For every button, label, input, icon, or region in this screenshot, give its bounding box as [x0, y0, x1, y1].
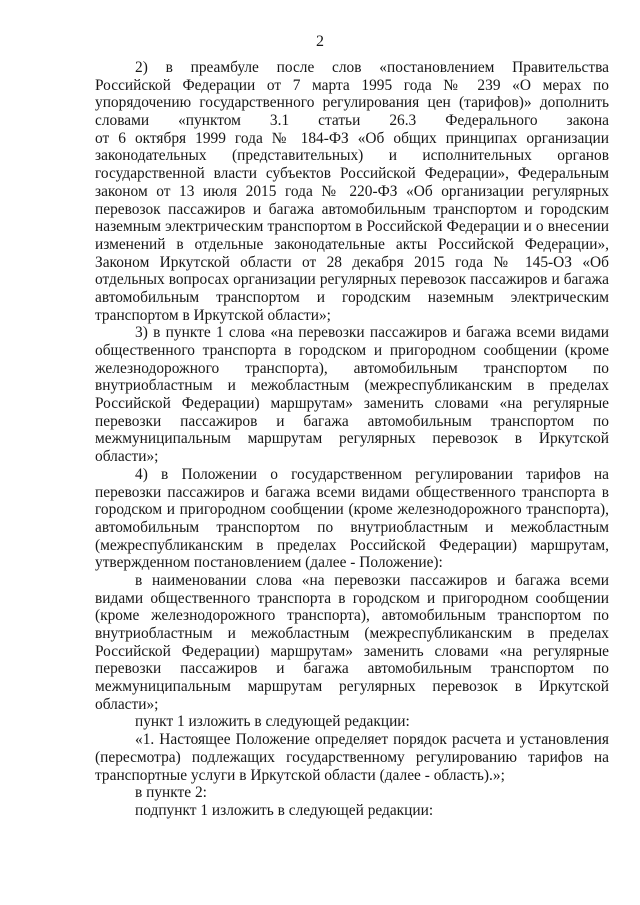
text-line: словами «пунктом 3.1 статьи 26.3 Федерального закона [95, 112, 609, 130]
text-line: автомобильным транспортом и городским наземным электрическим [95, 288, 609, 306]
text-line: (пересмотра) подлежащих государственному регулированию тарифов на [95, 748, 609, 766]
text-line: городском и пригородном сообщении (кроме железнодорожного транспорта), [95, 501, 609, 519]
text-line: законодательных (представительных) и исполнительных органов [95, 147, 609, 165]
text-line: общественного транспорта в городском и пригородном сообщении (кроме [95, 342, 609, 359]
text-line: Российской Федерации от 7 марта 1995 года № 239 «О мерах по [95, 76, 609, 94]
text-line: перевозки пассажиров и багажа автомобильным транспортом по [95, 412, 609, 430]
text-line: «1. Настоящее Положение определяет порядок расчета и установления [135, 731, 609, 749]
text-line: в пункте 2: [135, 784, 207, 802]
text-line: в наименовании слова «на перевозки пассажиров и багажа всеми [135, 571, 609, 589]
text-line: отдельных вопросах организации регулярных перевозок пассажиров и багажа [95, 271, 609, 289]
text-line: (межреспубликанским в пределах Российской Федерации) маршрутам, [95, 536, 609, 554]
text-line: 3) в пункте 1 слова «на перевозки пассажиров и багажа всеми видами [135, 324, 609, 342]
text-line: транспортные услуги в Иркутской области (далее - область).»; [95, 766, 505, 784]
text-line: внутриобластным и межобластным (межреспубликанским в пределах [95, 377, 609, 395]
text-line: Российской Федерации) маршрутам» заменить словами «на регулярные [95, 642, 609, 660]
text-line: видами общественного транспорта в городском и пригородном сообщении [95, 589, 609, 607]
text-line: транспортом в Иркутской области»; [95, 306, 331, 324]
text-line: Законом Иркутской области от 28 декабря 2015 года № 145-ОЗ «Об [95, 253, 609, 271]
text-line: внутриобластным и межобластным (межреспубликанским в пределах [95, 625, 609, 642]
page-number: 2 [316, 33, 324, 50]
text-line: наземным электрическим транспортом в Российской Федерации и о внесении [95, 218, 609, 236]
text-line: изменений в отдельные законодательные акты Российской Федерации», [95, 235, 609, 253]
text-line: межмуниципальным маршрутам регулярных перевозок в Иркутской [95, 678, 609, 696]
text-line: подпункт 1 изложить в следующей редакции: [135, 801, 434, 819]
text-line: 2) в преамбуле после слов «постановлением Правительства [135, 59, 609, 76]
text-line: упорядочению государственного регулирования цен (тарифов)» дополнить [95, 94, 609, 112]
text-line: 4) в Положении о государственном регулировании тарифов на [135, 465, 609, 483]
text-line: законом от 13 июля 2015 года № 220-ФЗ «Об организации регулярных [95, 182, 609, 200]
text-line: (кроме железнодорожного транспорта), автомобильным транспортом по [95, 607, 609, 625]
text-line: области»; [95, 448, 159, 466]
text-line: железнодорожного транспорта), автомобильным транспортом по [95, 359, 609, 377]
text-line: Российской Федерации) маршрутам» заменить словами «на регулярные [95, 395, 609, 413]
text-line: государственной власти субъектов Российской Федерации», Федеральным [95, 165, 609, 183]
text-line: от 6 октября 1999 года № 184-ФЗ «Об общих принципах организации [95, 129, 609, 147]
text-line: области»; [95, 695, 159, 713]
document-body [95, 59, 609, 820]
text-line: перевозки пассажиров и багажа автомобильным транспортом по [95, 660, 609, 678]
text-line: утвержденном постановлением (далее - Положение): [95, 554, 443, 572]
text-line: межмуниципальным маршрутам регулярных перевозок в Иркутской [95, 430, 609, 448]
text-line: пункт 1 изложить в следующей редакции: [135, 713, 410, 731]
text-line: перевозок пассажиров и багажа автомобильным транспортом и городским [95, 200, 609, 218]
text-line: автомобильным транспортом по внутриобластным и межобластным [95, 518, 609, 536]
text-line: перевозки пассажиров и багажа всеми видами общественного транспорта в [95, 483, 609, 501]
